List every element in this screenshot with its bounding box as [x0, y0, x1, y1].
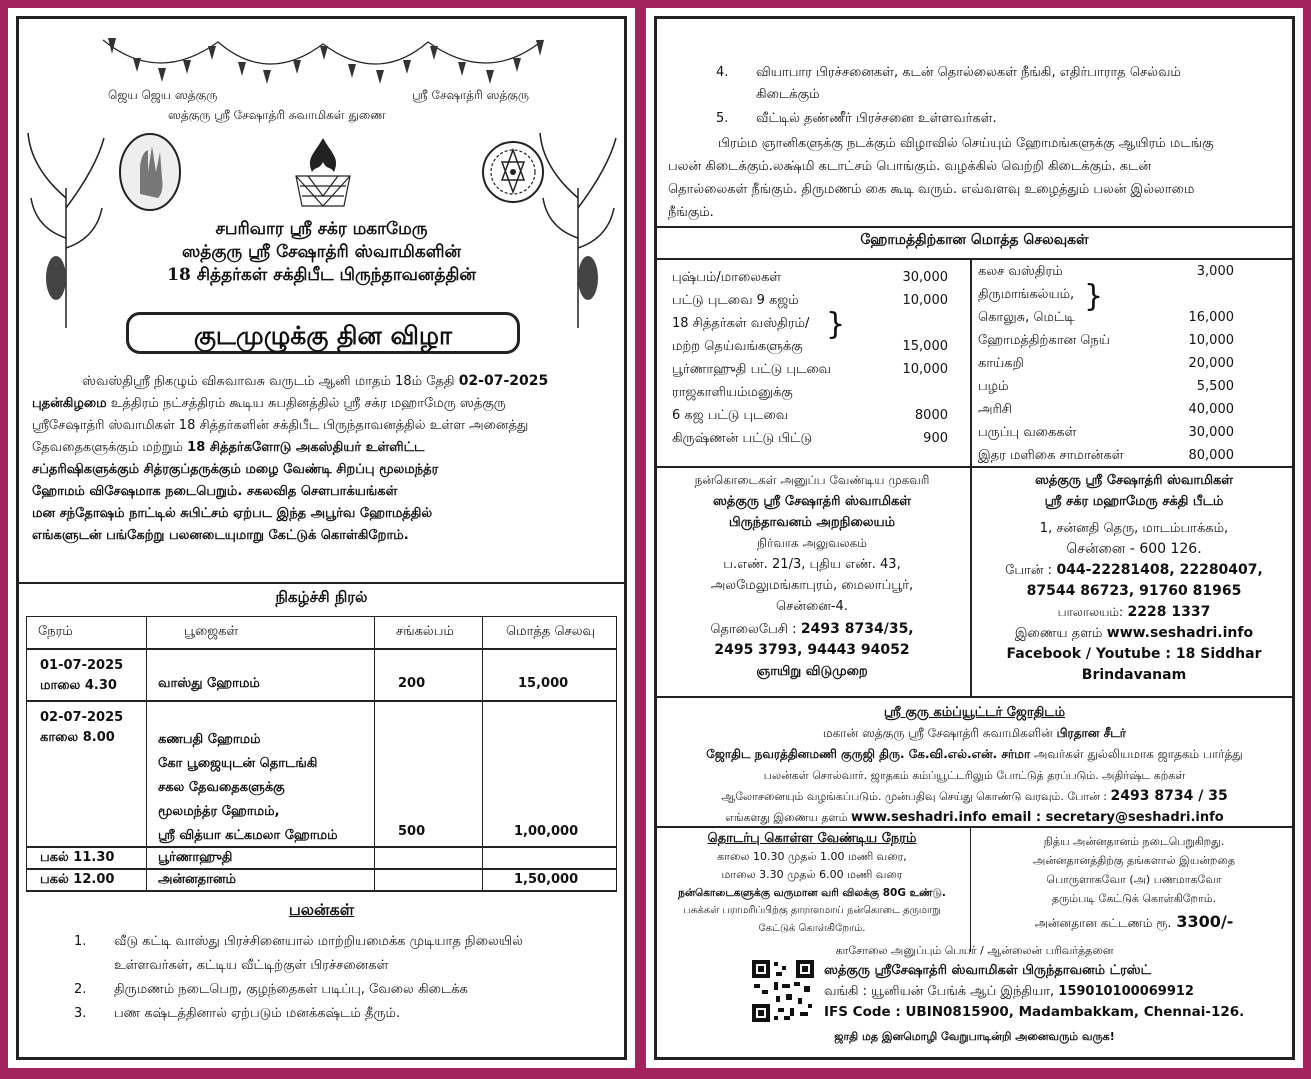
annadhanam-fee-label: அன்னதான கட்டணம் ரூ. [1034, 916, 1172, 930]
row-2-pooja-1: கணபதி ஹோமம் [158, 732, 261, 747]
exp-r-1-amount: 3,000 [1196, 264, 1234, 279]
intro-line-5: ஹோமம் விசேஷமாக நடைபெறும். சகலவித சௌபாக்யங்கள் [32, 484, 398, 499]
brace-right: } [1084, 279, 1104, 314]
exp-l-4-label: மற்ற தெய்வங்களுக்கு [672, 339, 803, 354]
exp-l-5-amount: 10,000 [902, 362, 948, 377]
row-2-pooja-4: மூலமந்த்ர ஹோமம், [158, 804, 280, 819]
benefit-4-text2: கிடைக்கும் [756, 87, 820, 102]
intro-line-3b: 18 சித்தர்களோடு அகஸ்தியர் உள்ளிட்ட [187, 440, 425, 455]
benefits-continued [716, 62, 1276, 130]
row-2-pooja-3: சகல தேவதைகளுக்கு [158, 780, 285, 795]
benefit-para-3: தொல்லைகள் நீங்கும். திருமணம் கை கூடி வரும். எவ்வளவு உழைத்தும் பலன் இல்லாமை [668, 182, 1195, 197]
row-2-pooja-5: ஸ்ரீ வித்யா கட்கமலா ஹோமம் [158, 828, 338, 843]
benefit-1-num: 1. [74, 934, 87, 949]
row-2-total: 1,00,000 [514, 824, 579, 839]
title-line-2: ஸத்குரு ஸ்ரீ சேஷாத்ரி ஸ்வாமிகளின் [182, 242, 461, 262]
exp-r-1-label: கலச வஸ்திரம் [978, 264, 1063, 279]
brace-left: } [826, 307, 846, 342]
row-1-total: 15,000 [518, 676, 569, 691]
benefit-4-num: 4. [716, 65, 729, 80]
exp-r-8-amount: 30,000 [1188, 425, 1234, 440]
peetam-name-2: ஸ்ரீ சக்ர மஹாமேரு சக்தி பீடம் [1044, 494, 1224, 509]
benefit-5-num: 5. [716, 111, 729, 126]
row-1-pooja: வாஸ்து ஹோமம் [158, 676, 260, 691]
expenses-divider [970, 258, 972, 466]
exp-l-2-label: பட்டு புடவை 9 கஜம் [672, 293, 799, 308]
intro-line-2: ஸ்ரீசேஷாத்ரி ஸ்வாமிகள் 18 சித்தர்களின் சக்திபீட பிருந்தாவனத்தில் உள்ள அனைத்து [32, 418, 529, 433]
schedule-col-1 [146, 616, 147, 890]
exp-r-5-amount: 20,000 [1188, 356, 1234, 371]
right-page [646, 8, 1303, 1068]
expenses-top-rule [654, 226, 1295, 228]
astro-line-5b[interactable]: www.seshadri.info email : secretary@seshadri.info [850, 810, 1224, 825]
donation-heading: நன்கொடைகள் அனுப்ப வேண்டிய முகவரி [694, 473, 930, 487]
blessing-hand-image [118, 132, 182, 212]
schedule-col-3 [482, 616, 483, 890]
exp-l-1-label: புஷ்பம்/மாலைகள் [672, 270, 782, 285]
row-3-time: பகல் 11.30 [40, 850, 115, 865]
festival-title: குடமுழுக்கு தின விழா [126, 312, 520, 354]
astrology-section [656, 702, 1293, 828]
benefits-title: பலன்கள் [288, 900, 355, 919]
peetam-social-2: Brindavanam [1081, 667, 1187, 683]
intro-paragraph [32, 370, 610, 547]
intro-day: புதன்கிழமை [32, 396, 107, 411]
title-line-1: சபரிவார ஸ்ரீ சக்ர மகாமேரு [215, 219, 428, 239]
banana-tree-right [538, 128, 618, 328]
exp-r-4-amount: 10,000 [1188, 333, 1234, 348]
exp-r-3-label: கொலுசு, மெட்டி [978, 310, 1075, 325]
row-1-time: மாலை 4.30 [40, 678, 117, 693]
annadhanam-line-4: தரும்படி கேட்டுக் கொள்கிறோம். [1051, 892, 1217, 905]
annadhanam-fee: 3300/- [1176, 912, 1234, 931]
office-addr-1: ப.எண். 21/3, புதிய எண். 43, [723, 557, 901, 572]
contact-line-1: காலை 10.30 முதல் 1.00 மணி வரை, [717, 850, 907, 863]
schedule-top-rule [16, 582, 627, 584]
astro-line-2a: ஜோதிட நவரத்தினமணி குருஜி திரு. கே.வி.எல்.என். சர்மா [706, 747, 1031, 761]
intro-line-1c: உத்திரம் நட்சத்திரம் கூடிய சுபதினத்தில் ஸ்ரீ சக்ர மஹாமேரு ஸத்குரு [110, 396, 506, 411]
peetam-addr-1: 1, சன்னதி தெரு, மாடம்பாக்கம், [1039, 521, 1229, 536]
schedule-header-pooja: பூஜைகள் [184, 624, 239, 639]
intro-date: 02-07-2025 [458, 373, 549, 389]
peetam-address [974, 470, 1294, 686]
sri-chakra-image [480, 136, 546, 208]
peetam-addr-2: சென்னை - 600 126. [1066, 541, 1202, 557]
schedule-rule-2 [26, 648, 617, 650]
peetam-social: Facebook / Youtube : 18 Siddhar [1006, 646, 1262, 662]
benefit-2-text: திருமணம் நடைபெற, குழந்தைகள் படிப்பு, வேலை கிடைக்க [114, 982, 468, 997]
intro-line-7: எங்களுடன் பங்கேற்று பலனடையுமாறு கேட்டுக் கொள்கிறோம். [32, 528, 409, 543]
office-phone-1: 2493 8734/35, [800, 621, 914, 637]
annadhanam-info [974, 832, 1294, 933]
schedule-col-0 [26, 616, 27, 890]
peetam-web-label: இணைய தளம் [1014, 626, 1103, 641]
donation-address [656, 470, 968, 682]
peetam-name-1: ஸத்குரு ஸ்ரீ சேஷாத்ரி ஸ்வாமிகள் [1034, 473, 1234, 488]
sub-blessing: ஸத்குரு ஸ்ரீ சேஷாத்ரி சுவாமிகள் துணை [168, 108, 386, 122]
benefit-para-2: பலன் கிடைக்கும்.லக்ஷ்மி கடாட்சம் பொங்கும். வழக்கில் வெற்றி கிடைக்கும். கடன் [668, 159, 1152, 174]
annadhanam-line-1: நித்ய அன்னதானம் நடைபெறுகிறது. [1043, 835, 1225, 848]
contact-title: தொடர்பு கொள்ள வேண்டிய நேரம் [707, 831, 917, 846]
benefit-paragraph [668, 132, 1282, 224]
intro-line-1a: ஸ்வஸ்திஸ்ரீ நிகழும் விசுவாவசு வருடம் ஆனி மாதம் 18ம் தேதி [82, 374, 455, 389]
schedule-header-total: மொத்த செலவு [506, 624, 595, 639]
schedule-col-4 [616, 616, 617, 890]
astro-line-1b: பிரதான சீடர் [1056, 726, 1127, 740]
contact-line-4: பசுக்கள் பராமரிப்பிற்கு தாராளமாய் நன்கொடை தருமாறு [683, 905, 941, 916]
exp-l-7-label: 6 கஜ பட்டு புடவை [672, 408, 789, 423]
row-4-pooja: அன்னதானம் [158, 872, 236, 887]
exp-r-3-amount: 16,000 [1188, 310, 1234, 325]
exp-r-9-label: இதர மளிகை சாமான்கள் [978, 448, 1124, 463]
contact-divider [970, 826, 971, 952]
schedule-rule-6 [26, 890, 617, 892]
left-page [8, 8, 635, 1068]
donation-name-1: ஸத்குரு ஸ்ரீ சேஷாத்ரி ஸ்வாமிகள் [712, 494, 912, 509]
intro-line-3a: தேவதைகளுக்கும் மற்றும் [32, 440, 184, 455]
astro-line-1a: மகான் ஸத்குரு ஸ்ரீ சேஷாத்ரி சுவாமிகளின் [822, 726, 1053, 740]
contact-top-rule [654, 826, 1295, 828]
top-left-blessing: ஜெய ஜெய ஸத்குரு [108, 88, 218, 102]
cheque-label: காசோலை அனுப்பும் பெயர் / ஆன்லைன் பரிவர்த்தனை [835, 944, 1114, 957]
astro-line-5a: எங்களது இணைய தளம் [725, 811, 848, 824]
astro-line-4b: 2493 8734 / 35 [1110, 788, 1228, 804]
office-addr-3: சென்னை-4. [776, 599, 848, 614]
bank-details [824, 960, 1284, 1023]
office-phone-label: தொலைபேசி : [710, 622, 797, 637]
schedule-header-sankalpam: சங்கல்பம் [396, 624, 454, 639]
peetam-phone-2: 87544 86723, 91760 81965 [1026, 583, 1242, 599]
schedule-col-2 [374, 616, 375, 890]
donation-name-2: பிருந்தாவனம் அறநிலையம் [728, 515, 896, 530]
office-phone-2: 2495 3793, 94443 94052 [714, 642, 910, 658]
exp-r-5-label: காய்கறி [978, 356, 1024, 371]
row-4-time: பகல் 12.00 [40, 872, 115, 887]
office-holiday: ஞாயிறு விடுமுறை [756, 664, 868, 679]
office-addr-2: அலமேலுமங்காபுரம், மைலாப்பூர், [710, 578, 914, 593]
bank-account: 159010100069912 [1058, 984, 1194, 999]
schedule-header-time: நேரம் [38, 624, 73, 639]
exp-r-2-label: திருமாங்கல்யம், [978, 287, 1075, 302]
qr-code-image[interactable] [750, 958, 816, 1024]
row-1-date: 01-07-2025 [40, 658, 124, 673]
row-2-date: 02-07-2025 [40, 710, 124, 725]
annadhanam-line-2: அன்னதானத்திற்கு தங்களால் இயன்றதை [1032, 854, 1235, 867]
row-1-sankalpam: 200 [398, 676, 426, 691]
contact-line-3: நன்கொடைகளுக்கு வருமான வரி விலக்கு 80G உண்டு. [678, 887, 946, 899]
benefit-2-num: 2. [74, 982, 87, 997]
astro-line-3: பலன்கள் சொல்வார். ஜாதகம் கம்ப்யூட்டரிலும் போட்டுத் தரப்படும். அதிர்ஷ்ட கற்கள் [763, 769, 1186, 782]
trust-name: ஸத்குரு ஸ்ரீசேஷாத்ரி ஸ்வாமிகள் பிருந்தாவனம் ட்ரஸ்ட் [824, 963, 1151, 978]
contact-line-2: மாலை 3.30 முதல் 6.00 மணி வரை [721, 868, 903, 881]
annadhanam-line-3: பொருளாகவோ (அ) பணமாகவோ [1046, 873, 1222, 886]
festoon-decoration [98, 30, 548, 90]
top-right-blessing: ஸ்ரீ சேஷாத்ரி ஸத்குரு [412, 88, 529, 102]
address-divider [970, 466, 972, 696]
benefit-3-num: 3. [74, 1006, 87, 1021]
exp-l-8-label: கிருஷ்ணன் பட்டு பிட்டு [672, 431, 813, 446]
astro-line-4a: ஆலோசனையும் வழங்கப்படும். முன்பதிவு செய்து கொண்டு வரவும். போன் : [721, 790, 1108, 803]
astro-line-2b: அவர்கள் துல்லியமாக ஜாதகம் பார்த்து [1034, 747, 1243, 761]
exp-l-5-label: பூர்ணாஹுதி பட்டு புடவை [672, 362, 832, 377]
bank-label: வங்கி : யூனியன் பேங்க் ஆப் இந்தியா, [824, 984, 1055, 999]
peetam-phone-1: 044-22281408, 22280407, [1056, 562, 1263, 578]
schedule-row-2-time [40, 708, 123, 748]
benefits-list [74, 930, 594, 1026]
benefit-para-1: பிரம்ம ஞானிகளுக்கு நடக்கும் விழாவில் செய்யும் ஹோமங்களுக்கு ஆயிரம் மடங்கு [718, 136, 1214, 151]
homa-kundam-image [286, 136, 360, 208]
exp-r-7-amount: 40,000 [1188, 402, 1234, 417]
peetam-balalayam: 2228 1337 [1127, 604, 1211, 620]
astro-top-rule [654, 696, 1295, 698]
office-label: நிர்வாக அலுவலகம் [757, 536, 867, 550]
exp-l-2-amount: 10,000 [902, 293, 948, 308]
exp-l-4-amount: 15,000 [902, 339, 948, 354]
peetam-phone-label: போன் : [1005, 563, 1052, 578]
main-heading [118, 218, 525, 287]
exp-r-6-amount: 5,500 [1196, 379, 1234, 394]
banana-tree-left [26, 128, 106, 328]
expenses-right-list [978, 260, 1268, 467]
exp-l-1-amount: 30,000 [902, 270, 948, 285]
row-4-total: 1,50,000 [514, 872, 579, 887]
exp-l-3-label: 18 சித்தர்கள் வஸ்திரம்/ [672, 316, 810, 331]
peetam-web[interactable]: www.seshadri.info [1106, 625, 1254, 641]
expenses-left-list [672, 266, 962, 450]
row-2-pooja [158, 728, 338, 848]
benefit-5-text: வீட்டில் தண்ணீர் பிரச்சனை உள்ளவர்கள். [756, 111, 997, 126]
schedule-title: நிகழ்ச்சி நிரல் [275, 588, 368, 606]
benefit-1-text2: உள்ளவர்கள், கட்டிய வீட்டிற்குள் பிரச்சனைகள் [114, 958, 389, 973]
contact-hours [656, 830, 968, 938]
peetam-balalayam-label: பாலாலயம்: [1057, 605, 1124, 619]
row-2-sankalpam: 500 [398, 824, 426, 839]
schedule-row-1-time [40, 656, 123, 696]
benefit-4-text: வியாபார பிரச்சனைகள், கடன் தொல்லைகள் நீங்கி, எதிர்பாராத செல்வம் [756, 65, 1181, 80]
exp-r-6-label: பழம் [978, 379, 1009, 394]
exp-r-7-label: அரிசி [978, 402, 1012, 417]
row-2-pooja-2: கோ பூஜையுடன் தொடங்கி [158, 756, 318, 771]
address-top-rule [654, 466, 1295, 468]
intro-line-4: சப்தரிஷிகளுக்கும் சித்ரகுப்தருக்கும் மழை வேண்டி சிறப்பு மூலமந்த்ர [32, 462, 439, 477]
exp-r-9-amount: 80,000 [1188, 448, 1234, 463]
astro-title: ஸ்ரீ குரு கம்ப்யூட்டர் ஜோதிடம் [883, 705, 1066, 720]
benefit-1-text: வீடு கட்டி வாஸ்து பிரச்சினையால் மாற்றியமைக்க முடியாத நிலையில் [114, 934, 523, 949]
benefit-3-text: பண கஷ்டத்தினால் ஏற்படும் மனக்கஷ்டம் தீரும். [114, 1006, 401, 1021]
exp-r-4-label: ஹோமத்திற்கான நெய் [978, 333, 1110, 348]
intro-line-6: மன சந்தோஷம் நாட்டில் சுபிட்சம் ஏற்பட இந்த அபூர்வ ஹோமத்தில் [32, 506, 433, 521]
exp-l-8-amount: 900 [923, 431, 948, 446]
benefit-para-4: நீங்கும். [668, 205, 714, 220]
row-3-pooja: பூர்ணாஹுதி [158, 850, 233, 865]
footer-message: ஜாதி மத இனமொழி வேறுபாடின்றி அனைவரும் வருக! [834, 1030, 1115, 1043]
title-line-3: 18 சித்தர்கள் சக்திபீட பிருந்தாவனத்தின் [167, 265, 476, 285]
schedule-rule-5 [26, 868, 617, 870]
exp-r-8-label: பருப்பு வகைகள் [978, 425, 1077, 440]
exp-l-6-label: ராஜகாளியம்மனுக்கு [672, 385, 793, 400]
contact-line-5: கேட்டுக் கொள்கிறோம். [758, 923, 866, 934]
ifs-code: IFS Code : UBIN0815900, Madambakkam, Chennai-126. [824, 1004, 1245, 1020]
schedule-rule-3 [26, 700, 617, 702]
expenses-title: ஹோமத்திற்கான மொத்த செலவுகள் [860, 232, 1089, 248]
row-2-time: காலை 8.00 [40, 730, 115, 745]
schedule-rule-1 [26, 616, 617, 617]
exp-l-7-amount: 8000 [914, 408, 948, 423]
